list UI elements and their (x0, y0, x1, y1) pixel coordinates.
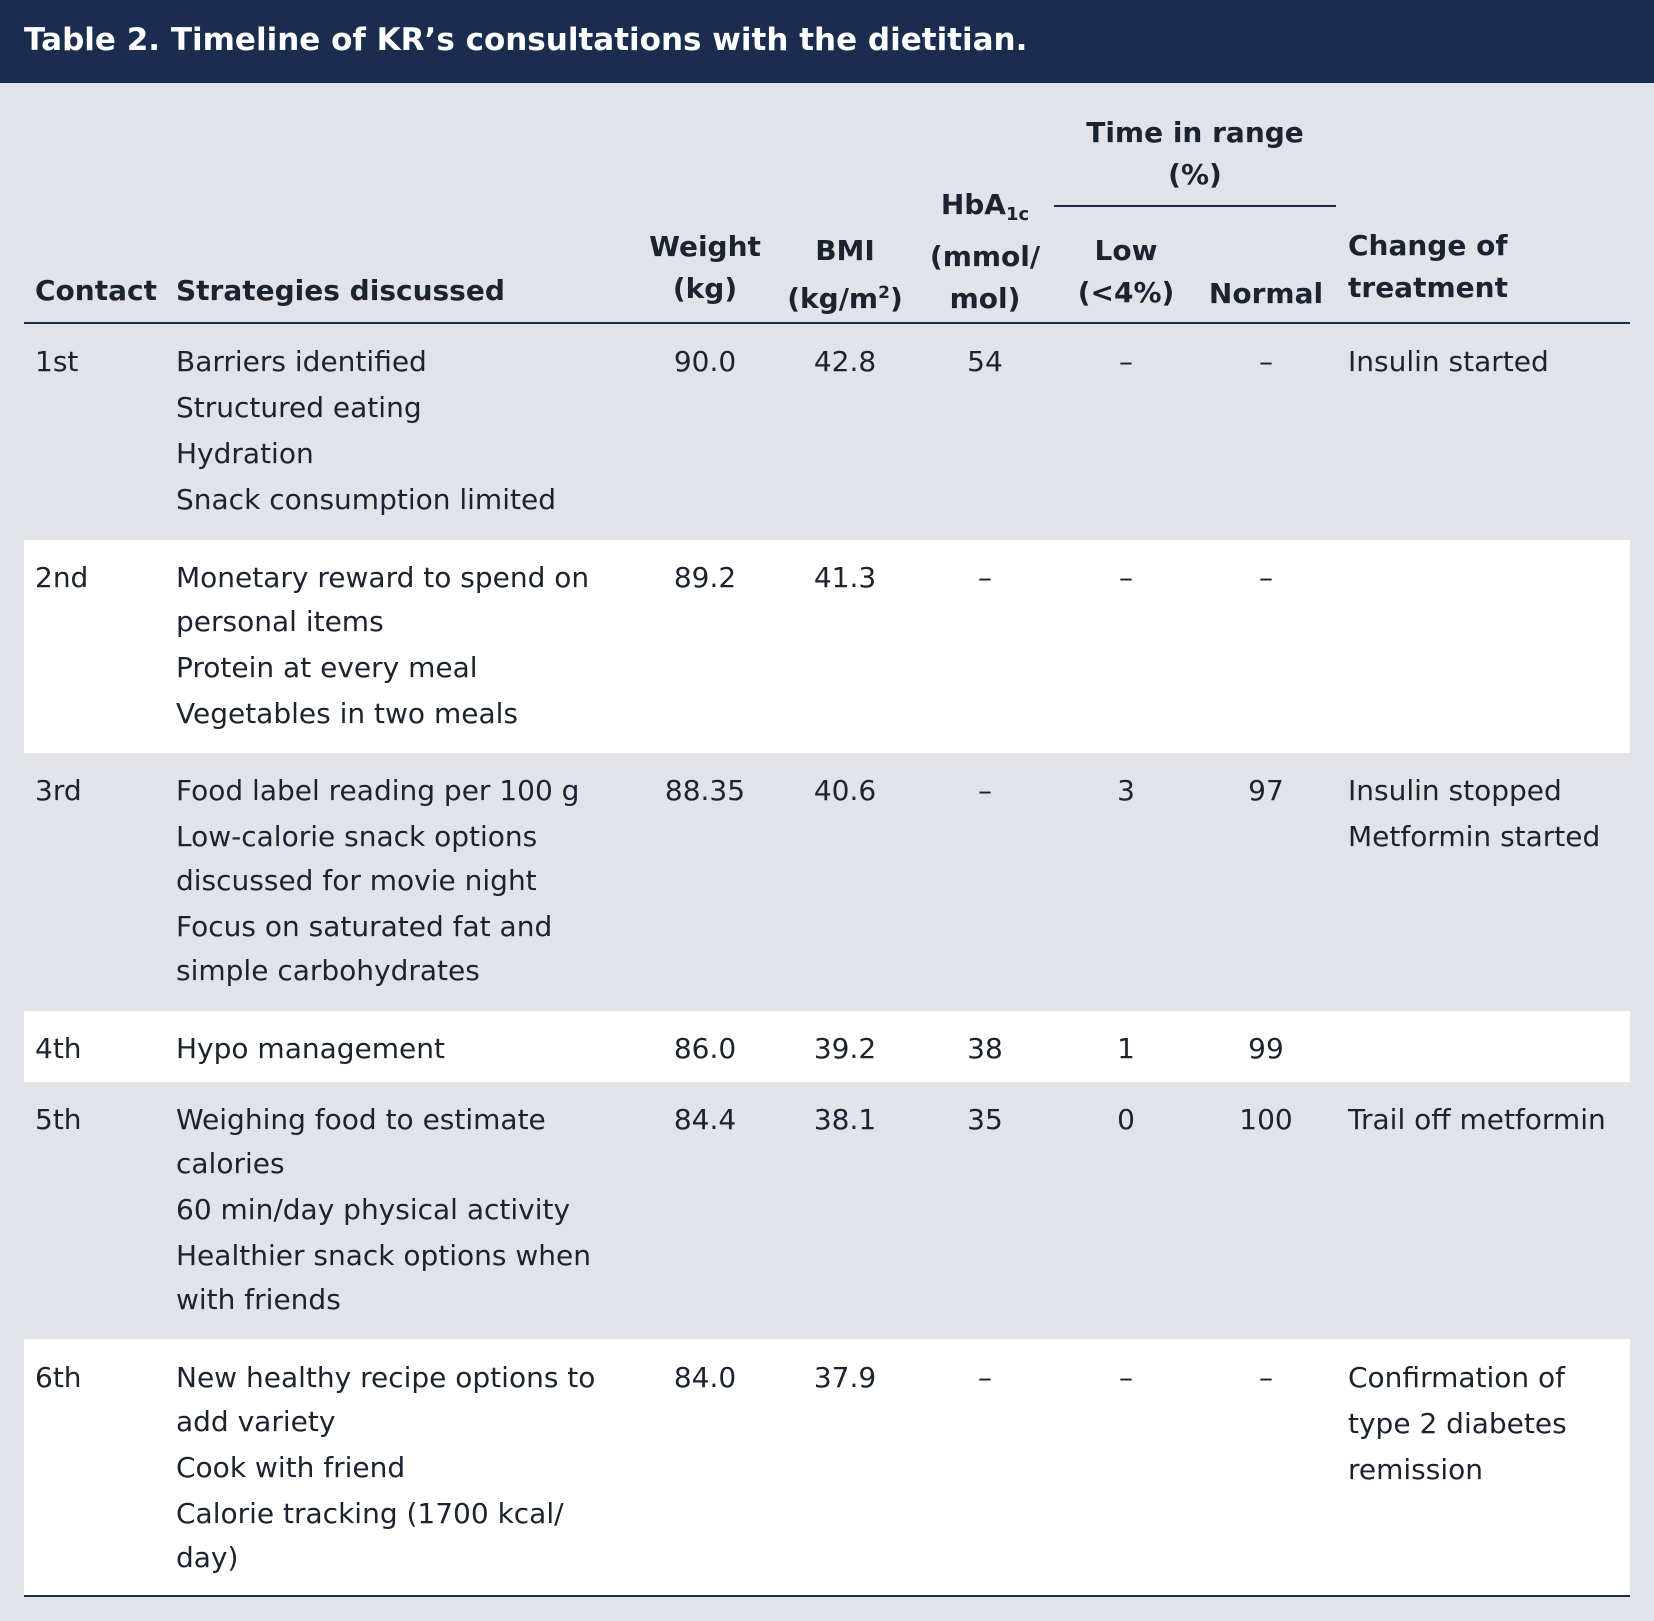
header-rule (24, 322, 1630, 324)
cell-normal: 100 (1239, 1103, 1293, 1136)
cell-weight: 86.0 (673, 1032, 737, 1065)
cell-bmi: 37.9 (813, 1361, 877, 1394)
header-strategies: Strategies discussed (176, 274, 505, 307)
strategy-line: calories (176, 1147, 285, 1180)
cell-hba1c: – (978, 561, 992, 594)
header-hba1c: HbA$_{1c}$ (mmol/ mol) (929, 188, 1041, 315)
strategy-line: New healthy recipe options to (176, 1361, 596, 1394)
strategy-line: Structured eating (176, 391, 422, 424)
strategy-line: personal items (176, 605, 384, 638)
cell-strategies (176, 1026, 445, 1072)
header-bmi: BMI $(kg/m^2)$ (787, 234, 903, 315)
cell-normal: 97 (1248, 774, 1284, 807)
cell-contact: 4th (35, 1032, 82, 1065)
cell-normal: – (1259, 1361, 1273, 1394)
strategy-line: day) (176, 1541, 239, 1574)
strategy-line: 60 min/day physical activity (176, 1193, 571, 1226)
cell-strategies (176, 1355, 595, 1581)
strategy-line: Protein at every meal (176, 651, 478, 684)
header-contact: Contact (35, 274, 157, 307)
cell-normal: – (1259, 345, 1273, 378)
cell-bmi: 38.1 (813, 1103, 877, 1136)
cell-hba1c: 38 (967, 1032, 1003, 1065)
cell-weight: 89.2 (673, 561, 737, 594)
cell-contact: 3rd (35, 774, 82, 807)
strategy-line: Barriers identified (176, 345, 427, 378)
cell-contact: 5th (35, 1103, 82, 1136)
cell-hba1c: – (978, 1361, 992, 1394)
strategy-line: discussed for movie night (176, 864, 537, 897)
strategy-line: Cook with friend (176, 1451, 406, 1484)
header-low: Low (<4%) (1077, 234, 1175, 309)
strategy-line: Snack consumption limited (176, 483, 556, 516)
strategy-line: Calorie tracking (1700 kcal/ (176, 1497, 564, 1530)
strategy-line: Hypo management (176, 1032, 445, 1065)
header-normal: Normal (1208, 277, 1324, 310)
cell-low: – (1119, 561, 1133, 594)
cell-hba1c: – (978, 774, 992, 807)
header-change-of-treatment: Change of treatment (1348, 229, 1508, 304)
cell-normal: 99 (1248, 1032, 1284, 1065)
strategy-line: Vegetables in two meals (176, 697, 518, 730)
cell-strategies (176, 339, 556, 523)
cell-normal: – (1259, 561, 1273, 594)
header-time-in-range: Time in range (%) (1086, 116, 1304, 191)
cell-change: Insulin started (1348, 345, 1549, 378)
strategy-line: simple carbohydrates (176, 954, 480, 987)
table-title-bar (0, 0, 1654, 83)
cell-low: – (1119, 1361, 1133, 1394)
strategy-line: with friends (176, 1283, 341, 1316)
cell-strategies (176, 768, 579, 994)
strategy-line: Hydration (176, 437, 314, 470)
cell-contact: 1st (35, 345, 79, 378)
cell-weight: 84.0 (673, 1361, 737, 1394)
cell-strategies (176, 1097, 591, 1323)
cell-hba1c: 54 (967, 345, 1003, 378)
strategy-line: Healthier snack options when (176, 1239, 592, 1272)
strategy-line: Low-calorie snack options (176, 820, 538, 853)
strategy-line: add variety (176, 1405, 336, 1438)
cell-weight: 84.4 (673, 1103, 737, 1136)
cell-low: 0 (1117, 1103, 1135, 1136)
cell-bmi: 41.3 (813, 561, 877, 594)
cell-contact: 2nd (35, 561, 89, 594)
header-weight: Weight (kg) (649, 230, 761, 305)
cell-bmi: 40.6 (813, 774, 877, 807)
cell-change: Insulin stopped Metformin started (1348, 774, 1601, 853)
cell-low: 1 (1117, 1032, 1135, 1065)
table-bottom-rule (24, 1595, 1630, 1597)
table-title: Table 2. Timeline of KR’s consultations with the dietitian. (24, 22, 1028, 58)
cell-low: 3 (1117, 774, 1135, 807)
time-in-range-rule (1054, 205, 1336, 207)
cell-weight: 88.35 (664, 774, 746, 807)
cell-bmi: 42.8 (813, 345, 877, 378)
strategy-line: Focus on saturated fat and (176, 910, 553, 943)
cell-contact: 6th (35, 1361, 82, 1394)
cell-change: Trail off metformin (1348, 1103, 1606, 1136)
cell-low: – (1119, 345, 1133, 378)
strategy-line: Food label reading per 100 g (176, 774, 580, 807)
strategy-line: Monetary reward to spend on (176, 561, 590, 594)
strategy-line: Weighing food to estimate (176, 1103, 546, 1136)
cell-change: Confirmation of type 2 diabetes remission (1348, 1361, 1567, 1486)
cell-hba1c: 35 (967, 1103, 1003, 1136)
cell-strategies (176, 555, 589, 737)
cell-bmi: 39.2 (813, 1032, 877, 1065)
cell-weight: 90.0 (673, 345, 737, 378)
